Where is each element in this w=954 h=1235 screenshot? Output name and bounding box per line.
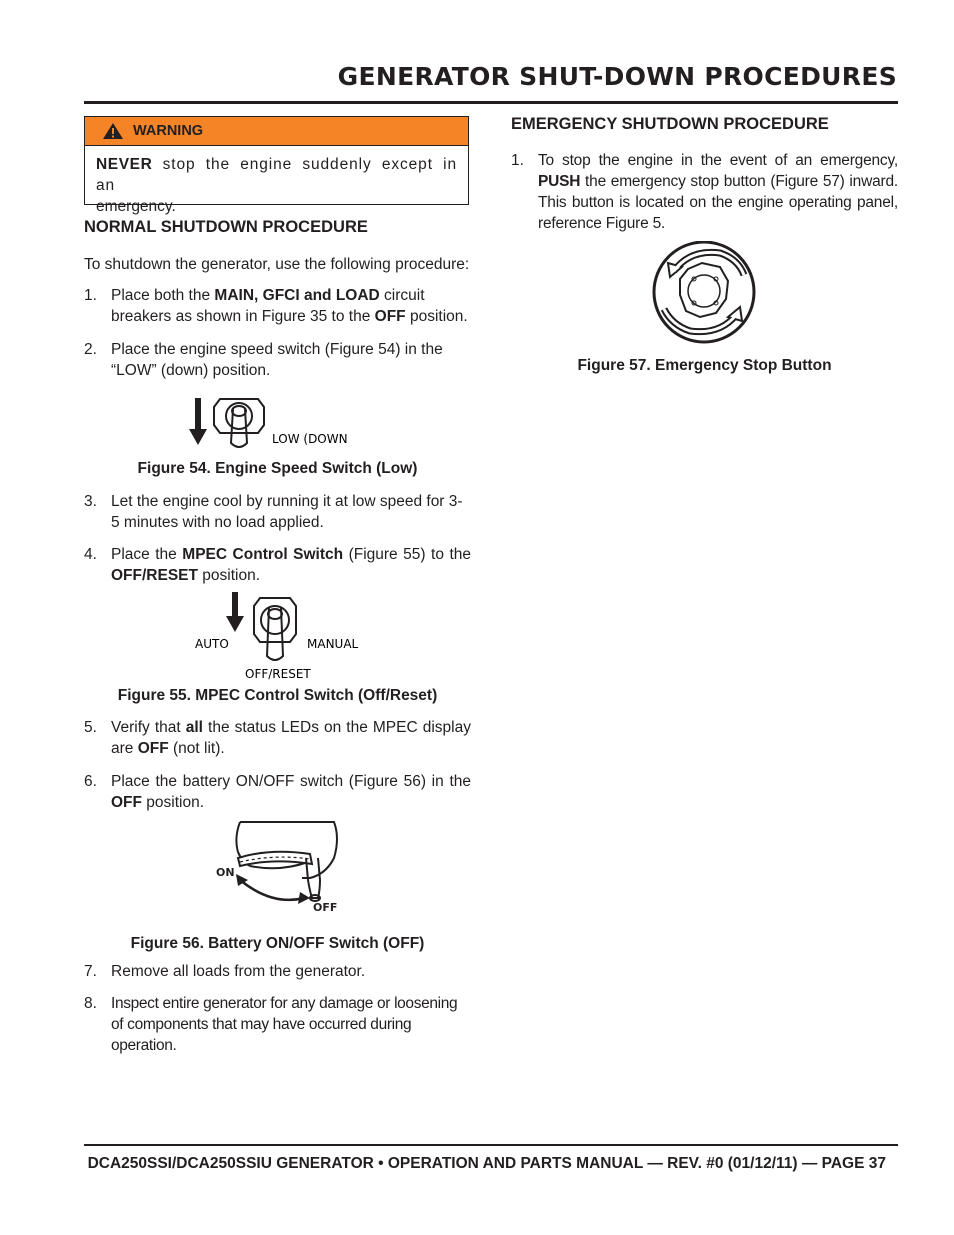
step-number: 5. — [84, 719, 97, 736]
step-bold: OFF — [137, 740, 169, 757]
footer-rule — [84, 1144, 898, 1146]
emergency-stop-figure — [650, 241, 758, 345]
off-reset-label: OFF/RESET — [245, 667, 311, 681]
step-text: Inspect entire generator for any damage or loosening of components that may have occurred during operation. — [111, 995, 458, 1054]
step-text: the emergency stop button (Figure 57) inward. This button is located on the engine operating panel, reference Figure 5. — [538, 173, 898, 232]
auto-label: AUTO — [195, 637, 229, 651]
title-rule — [84, 101, 898, 104]
rotation-arrow-icon — [236, 874, 310, 904]
step-text: position. — [405, 308, 468, 325]
warning-header — [85, 117, 468, 146]
off-label: OFF — [313, 901, 338, 914]
step-bold: OFF/RESET — [111, 567, 198, 584]
step-8 — [84, 993, 471, 1056]
step-number: 4. — [84, 546, 97, 563]
manual-label: MANUAL — [307, 637, 359, 651]
figure-55-caption: Figure 55. MPEC Control Switch (Off/Reset) — [117, 687, 438, 704]
step-7 — [84, 961, 471, 982]
figure-56-caption: Figure 56. Battery ON/OFF Switch (OFF) — [130, 935, 425, 952]
step-text: Place both the — [111, 287, 215, 304]
emergency-shutdown-heading: EMERGENCY SHUTDOWN PROCEDURE — [511, 115, 829, 133]
step-bold: OFF — [111, 794, 142, 811]
emergency-stop-button-icon — [654, 242, 754, 342]
step-bold: all — [185, 719, 203, 736]
step-number: 6. — [84, 773, 97, 790]
warning-never: NEVER — [96, 156, 153, 173]
warning-box — [84, 116, 469, 215]
down-arrow-icon — [189, 398, 207, 445]
step-text: position. — [142, 794, 205, 811]
normal-shutdown-heading: NORMAL SHUTDOWN PROCEDURE — [84, 218, 368, 236]
step-4 — [84, 544, 471, 586]
step-text: position. — [197, 567, 261, 584]
engine-speed-switch-figure — [186, 393, 386, 453]
toggle-switch-icon — [214, 399, 264, 447]
step-text: Verify that — [111, 719, 186, 736]
step-text: (Figure 55) to the — [343, 546, 471, 563]
step-2 — [84, 339, 471, 381]
warning-text-part2: emergency. — [96, 198, 176, 215]
step-text: Place the battery ON/OFF switch (Figure 56) in the — [111, 773, 471, 790]
step-6 — [84, 771, 471, 813]
step-text: Place the — [111, 546, 183, 563]
step-1 — [84, 285, 471, 327]
step-number: 2. — [84, 341, 97, 358]
emergency-step-1 — [511, 150, 898, 234]
down-arrow-icon — [226, 592, 244, 632]
figure-57-caption: Figure 57. Emergency Stop Button — [577, 357, 832, 374]
low-down-label: LOW (DOWN — [272, 432, 348, 446]
step-number: 8. — [84, 995, 97, 1012]
step-number: 7. — [84, 963, 97, 980]
page-footer: DCA250SSI/DCA250SSIU GENERATOR • OPERATION AND PARTS MANUAL — REV. #0 (01/12/11) — PAGE 37 — [87, 1155, 886, 1172]
warning-triangle-icon — [102, 122, 124, 140]
warning-text — [85, 146, 468, 217]
step-bold: OFF — [374, 308, 406, 325]
step-text: circuit breakers as shown in Figure 35 to the — [111, 287, 425, 325]
on-label: ON — [216, 866, 235, 879]
step-text: Let the engine cool by running it at low speed for 3-5 minutes with no load applied. — [111, 493, 463, 531]
mpec-control-switch-figure — [190, 590, 370, 682]
normal-intro: To shutdown the generator, use the following procedure: — [84, 256, 470, 273]
step-5 — [84, 717, 471, 759]
warning-label: WARNING — [133, 123, 204, 139]
step-text: Place the engine speed switch (Figure 54) in the “LOW” (down) position. — [111, 341, 443, 379]
step-bold: PUSH — [538, 173, 581, 190]
warning-text-part1: stop the engine suddenly except in an — [96, 156, 457, 194]
page-title: GENERATOR SHUT-DOWN PROCEDURES — [337, 62, 897, 91]
step-bold: MPEC Control Switch — [182, 546, 344, 563]
step-text: the status LEDs on the MPEC display are — [111, 719, 471, 757]
step-text: To stop the engine in the event of an emergency, — [538, 152, 898, 169]
step-text: (not lit). — [168, 740, 225, 757]
toggle-switch-icon — [254, 598, 296, 660]
step-number: 1. — [511, 152, 524, 169]
battery-switch-figure — [210, 818, 350, 918]
step-3 — [84, 491, 471, 533]
step-number: 1. — [84, 287, 97, 304]
step-text: Remove all loads from the generator. — [111, 963, 366, 980]
figure-54-caption: Figure 54. Engine Speed Switch (Low) — [137, 460, 418, 477]
step-bold: MAIN, GFCI and LOAD — [214, 287, 380, 304]
step-number: 3. — [84, 493, 97, 510]
